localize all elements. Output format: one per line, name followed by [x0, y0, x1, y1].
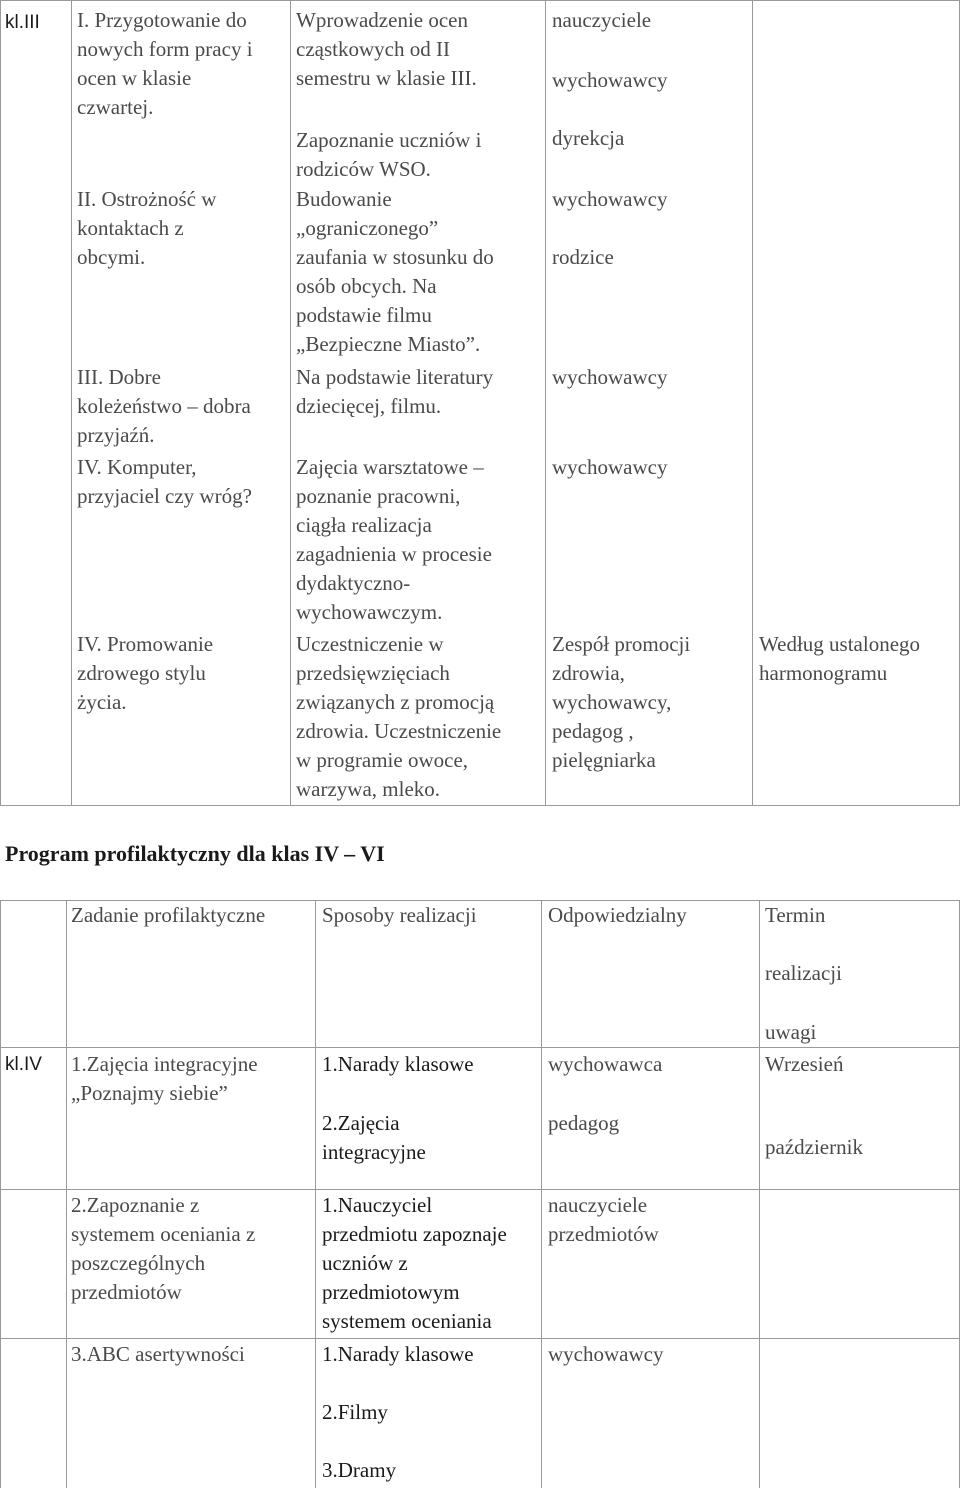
header-task: Zadanie profilaktyczne [71, 903, 266, 927]
responsible-item: nauczyciele przedmiotów [548, 1193, 659, 1246]
task-item: 2.Zapoznanie z systemem oceniania z poszczególnych przedmiotów [71, 1193, 256, 1304]
method-item: Uczestniczenie w przedsięwzięciach związanych z promocją zdrowia. Uczestniczenie w programie owoce, warzywa, mleko. [296, 632, 502, 801]
task-item: 3.ABC asertywności [71, 1342, 245, 1366]
task-item: IV. Promowanie zdrowego stylu życia. [77, 632, 214, 714]
responsible-item: nauczyciele [552, 8, 652, 32]
table-border [0, 0, 960, 1]
column-divider [545, 0, 546, 806]
method-item: Zapoznanie uczniów i rodziców WSO. [296, 128, 482, 181]
header-methods: Sposoby realizacji [322, 903, 477, 927]
class-label: kl.IV [5, 1054, 42, 1075]
term-item: Wrzesień [765, 1052, 844, 1076]
responsible-item: dyrekcja [552, 126, 625, 150]
responsible-item: wychowawcy [552, 365, 668, 389]
task-item: II. Ostrożność w kontaktach z obcymi. [77, 187, 217, 269]
section-title: Program profilaktyczny dla klas IV – VI [5, 841, 385, 866]
table-border [0, 900, 1, 1488]
header-responsible: Odpowiedzialny [548, 903, 687, 927]
row-divider [0, 1338, 960, 1339]
term-item: październik [765, 1135, 863, 1159]
responsible-item: wychowawca [548, 1052, 663, 1076]
responsible-item: rodzice [552, 245, 614, 269]
task-item: III. Dobre koleżeństwo – dobra przyjaźń. [77, 365, 251, 447]
table-border [0, 0, 1, 806]
method-item: Wprowadzenie ocen cząstkowych od II semestru w klasie III. [296, 8, 477, 90]
column-divider [290, 0, 291, 806]
column-divider [759, 900, 760, 1488]
method-item: Budowanie „ograniczonego” zaufania w stosunku do osób obcych. Na podstawie filmu „Bezpieczne Miasto”. [296, 187, 494, 356]
task-item: I. Przygotowanie do nowych form pracy i ocen w klasie czwartej. [77, 8, 253, 119]
table-klasy-iv-vi: Zadanie profilaktyczne Sposoby realizacji Odpowiedzialny Termin realizacji uwagi kl.IV 1.Zajęcia integracyjne „Poznajmy siebie” 1.Narady klasowe 2.Zajęcia integracyjne wychowawca pedagog Wrzesień październik 2.Zapoznanie z systemem oceniania z poszczególnych przedmiotów 1.Nauczyciel przedmiotu zapoznaje uczniów z przedmiotowym systemem oceniania nauczyciele przedmiotów 3.ABC asertywności 1.Narady klasowe 2.Filmy 3.Dramy wychowawcy [0, 0, 960, 1488]
task-item: 1.Zajęcia integracyjne „Poznajmy siebie” [71, 1052, 258, 1105]
method-item: 1.Narady klasowe [322, 1052, 474, 1076]
column-divider [541, 900, 542, 1488]
method-item: Zajęcia warsztatowe – poznanie pracowni, ciągła realizacja zagadnienia w procesie dydaktyczno- wychowawczym. [296, 455, 492, 624]
responsible-item: wychowawcy [552, 68, 668, 92]
term-item: Według ustalonego harmonogramu [759, 632, 921, 685]
method-item: 2.Zajęcia integracyjne [322, 1111, 426, 1164]
column-divider [315, 900, 316, 1488]
responsible-item: wychowawcy [548, 1342, 664, 1366]
class-label: kl.III [5, 12, 40, 33]
task-item: IV. Komputer, przyjaciel czy wróg? [77, 455, 252, 508]
row-divider [0, 1189, 960, 1190]
method-item: Na podstawie literatury dziecięcej, filmu. [296, 365, 494, 418]
column-divider [71, 0, 72, 806]
method-item: 3.Dramy [322, 1458, 397, 1482]
responsible-item: Zespół promocji zdrowia, wychowawcy, pedagog , pielęgniarka [552, 632, 691, 772]
method-item: 1.Narady klasowe [322, 1342, 474, 1366]
row-divider [0, 1047, 960, 1048]
method-item: 2.Filmy [322, 1400, 388, 1424]
method-item: 1.Nauczyciel przedmiotu zapoznaje uczniów z przedmiotowym systemem oceniania [322, 1193, 507, 1333]
responsible-item: wychowawcy [552, 455, 668, 479]
responsible-item: wychowawcy [552, 187, 668, 211]
responsible-item: pedagog [548, 1111, 620, 1135]
table-border [0, 805, 960, 806]
column-divider [752, 0, 753, 806]
column-divider [66, 900, 67, 1488]
